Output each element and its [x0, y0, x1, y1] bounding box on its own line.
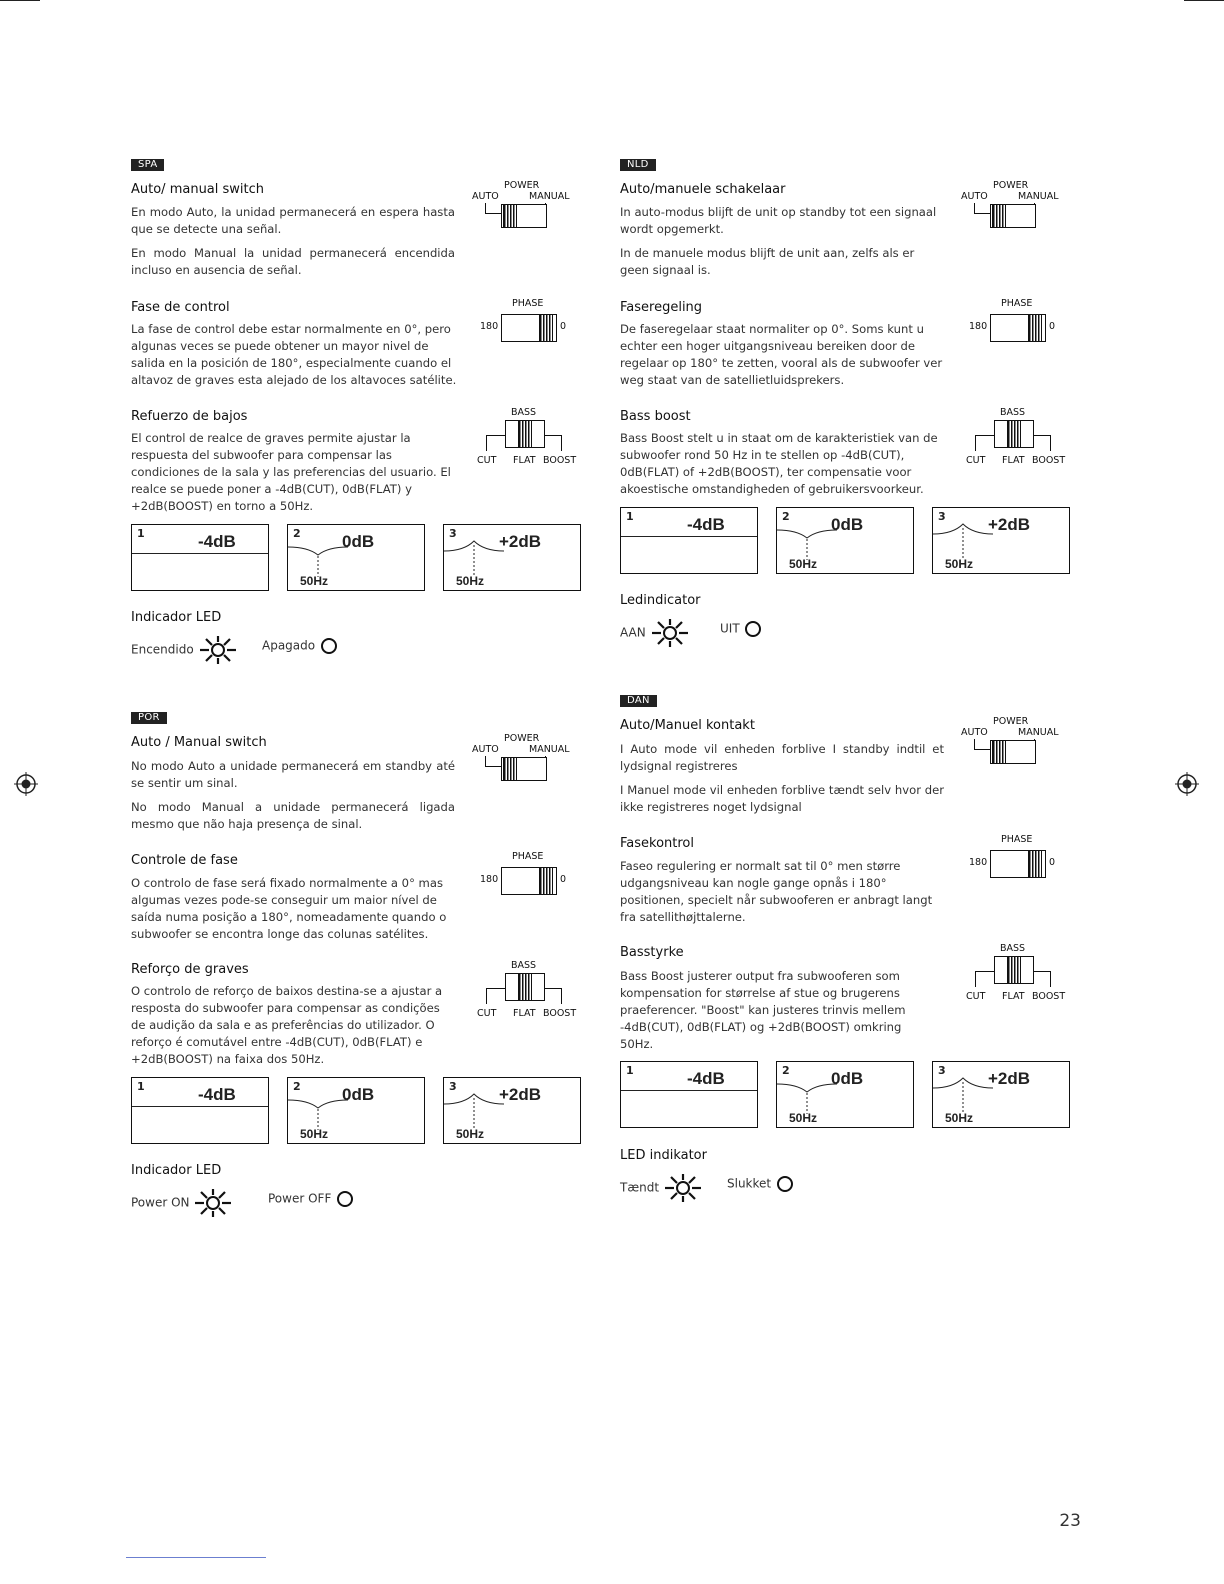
- switch-bracket: [486, 435, 506, 436]
- boost-label: BOOST: [543, 1008, 577, 1019]
- manual-label: MANUAL: [529, 744, 570, 755]
- power-label: POWER: [504, 180, 540, 191]
- switch-knob: [518, 973, 532, 1001]
- box-number: 2: [782, 510, 790, 523]
- flat-label: FLAT: [513, 455, 536, 466]
- flat-label: FLAT: [513, 1008, 536, 1019]
- frequency-label: 50Hz: [789, 1111, 818, 1125]
- box-db-value: -4dB: [198, 532, 236, 551]
- crop-mark-right: [1184, 0, 1224, 1]
- box-db-value: -4dB: [198, 1085, 236, 1104]
- box-db-value: 0dB: [831, 515, 864, 534]
- led-off-icon: [319, 636, 339, 656]
- led-on-indicator: [620, 1174, 703, 1202]
- boost-label: BOOST: [543, 455, 577, 466]
- switch-bracket: [975, 435, 976, 451]
- frequency-label: 50Hz: [789, 557, 818, 571]
- curve-box-cut: [620, 1061, 758, 1128]
- box-db-value: -4dB: [687, 1069, 725, 1088]
- led-off-indicator: [262, 636, 339, 656]
- switch-bracket: [486, 988, 506, 989]
- bass-heading: Bass boost: [620, 409, 691, 424]
- boost-label: BOOST: [1032, 991, 1066, 1002]
- phase-heading: Controle de fase: [131, 853, 238, 868]
- footer-rule: [126, 1557, 266, 1558]
- box-db-value: +2dB: [499, 1085, 542, 1104]
- led-on-icon: [650, 619, 690, 647]
- phase-label: PHASE: [512, 851, 544, 862]
- curve-box-cut: [131, 524, 269, 591]
- switch-heading: Auto/manuele schakelaar: [620, 182, 786, 197]
- switch-paragraph: No modo Manual a unidade permanecerá ligada mesmo que não haja presença de sinal.: [131, 800, 455, 831]
- switch-knob: [503, 204, 517, 228]
- auto-label: AUTO: [472, 191, 499, 202]
- led-off-icon: [743, 619, 763, 639]
- led-on-icon: [198, 636, 238, 664]
- phase-paragraph: De faseregelaar staat normaliter op 0°. Soms kunt u echter een hoger uitgangsniveau bereiken door de regelaar op 180° te zetten, vooral als de subwoofer ver weg staat van de satellietluidsprekers.: [620, 322, 943, 387]
- bass-label: BASS: [1000, 943, 1026, 954]
- phase-180-label: 180: [969, 321, 988, 332]
- registration-mark-icon: [14, 772, 38, 796]
- led-heading: Ledindicator: [620, 593, 701, 608]
- box-db-value: +2dB: [499, 532, 542, 551]
- box-number: 2: [293, 1080, 301, 1093]
- bass-label: BASS: [511, 407, 537, 418]
- switch-heading: Auto/ manual switch: [131, 182, 265, 197]
- led-heading: Indicador LED: [131, 610, 222, 625]
- box-db-value: +2dB: [988, 1069, 1031, 1088]
- bass-paragraph: El control de realce de graves permite ajustar la respuesta del subwoofer para compensar las condiciones de la sala y las preferencias del usuario. El realce se puede poner a -4dB(CUT), 0dB(FLAT) y +2dB(BOOST) en torno a 50Hz.: [131, 431, 451, 513]
- flat-label: FLAT: [1002, 991, 1025, 1002]
- led-off-label: UIT: [720, 621, 740, 636]
- power-label: POWER: [993, 180, 1029, 191]
- response-line: [621, 1090, 757, 1091]
- switch-bracket: [486, 435, 487, 451]
- switch-paragraph: In auto-modus blijft de unit op standby tot een signaal wordt opgemerkt.: [620, 205, 937, 236]
- flat-label: FLAT: [1002, 455, 1025, 466]
- curve-box-boost: [932, 1061, 1070, 1128]
- cut-label: CUT: [966, 991, 986, 1002]
- phase-label: PHASE: [1001, 834, 1033, 845]
- box-number: 3: [938, 510, 946, 523]
- bass-paragraph: O controlo de reforço de baixos destina-se a ajustar a resposta do subwoofer para compensar as condições de audição da sala e as preferências do utilizador. O reforço é comutável entre -4dB(CUT), 0dB(FLAT) e +2dB(BOOST) na faixa dos 50Hz.: [131, 984, 443, 1066]
- phase-180-label: 180: [480, 321, 499, 332]
- box-db-value: +2dB: [988, 515, 1031, 534]
- auto-label: AUTO: [961, 727, 988, 738]
- led-off-label: Power OFF: [268, 1191, 332, 1206]
- switch-bracket: [485, 213, 502, 214]
- box-number: 3: [938, 1064, 946, 1077]
- phase-180-label: 180: [969, 857, 988, 868]
- box-number: 3: [449, 527, 457, 540]
- led-off-indicator: [727, 1174, 795, 1194]
- response-line: [132, 1106, 268, 1107]
- switch-bracket: [561, 988, 562, 1004]
- led-on-label: Encendido: [131, 642, 194, 657]
- bass-heading: Refuerzo de bajos: [131, 409, 248, 424]
- phase-0-label: 0: [1049, 857, 1056, 868]
- box-db-value: 0dB: [342, 532, 375, 551]
- phase-paragraph: La fase de control debe estar normalmente en 0°, pero algunas veces se puede obtener un mayor nivel de salida en la posición de 180°, especialmente cuando el altavoz de graves esta alejado de los altavoces satélite.: [131, 322, 457, 387]
- led-off-indicator: [720, 619, 763, 639]
- switch-bracket: [974, 749, 991, 750]
- bass-switch-diagram: [475, 405, 595, 475]
- switch-bracket: [975, 435, 995, 436]
- switch-knob: [1007, 956, 1021, 984]
- phase-switch-diagram: [959, 296, 1079, 366]
- switch-knob: [503, 757, 517, 781]
- switch-knob: [1007, 420, 1021, 448]
- curve-box-cut: [620, 507, 758, 574]
- box-number: 1: [137, 1080, 145, 1093]
- phase-switch-diagram: [470, 849, 590, 919]
- switch-bracket: [542, 988, 562, 989]
- bass-heading: Reforço de graves: [131, 962, 249, 977]
- led-on-indicator: [620, 619, 690, 647]
- curve-box-flat: [287, 1077, 425, 1144]
- box-db-value: 0dB: [831, 1069, 864, 1088]
- switch-knob: [518, 420, 532, 448]
- switch-bracket: [485, 766, 502, 767]
- box-number: 2: [782, 1064, 790, 1077]
- switch-knob: [992, 740, 1006, 764]
- frequency-label: 50Hz: [456, 1127, 485, 1141]
- phase-0-label: 0: [560, 874, 567, 885]
- switch-bracket: [1031, 971, 1051, 972]
- page-number: 23: [1059, 1511, 1081, 1531]
- crop-mark-left: [0, 0, 40, 1]
- frequency-label: 50Hz: [456, 574, 485, 588]
- led-on-label: Power ON: [131, 1195, 190, 1210]
- switch-bracket: [1050, 435, 1051, 451]
- led-off-indicator: [268, 1189, 355, 1209]
- switch-bracket: [1050, 971, 1051, 987]
- phase-0-label: 0: [560, 321, 567, 332]
- box-number: 2: [293, 527, 301, 540]
- response-line: [621, 536, 757, 537]
- power-label: POWER: [504, 733, 540, 744]
- box-db-value: 0dB: [342, 1085, 375, 1104]
- box-number: 1: [626, 510, 634, 523]
- phase-label: PHASE: [1001, 298, 1033, 309]
- boost-label: BOOST: [1032, 455, 1066, 466]
- box-db-value: -4dB: [687, 515, 725, 534]
- curve-box-cut: [131, 1077, 269, 1144]
- switch-paragraph: En modo Manual la unidad permanecerá encendida incluso en ausencia de señal.: [131, 246, 455, 277]
- phase-heading: Fase de control: [131, 300, 230, 315]
- curve-box-boost: [443, 524, 581, 591]
- switch-paragraph: No modo Auto a unidade permanecerá em standby até se sentir um sinal.: [131, 759, 455, 790]
- led-heading: Indicador LED: [131, 1163, 222, 1178]
- frequency-label: 50Hz: [300, 574, 329, 588]
- switch-heading: Auto / Manual switch: [131, 735, 267, 750]
- bass-switch-diagram: [475, 958, 595, 1028]
- switch-knob: [992, 204, 1006, 228]
- manual-label: MANUAL: [1018, 727, 1059, 738]
- phase-paragraph: O controlo de fase será fixado normalmente a 0° mas algumas vezes pode-se conseguir um maior nível de saída numa posição a 180°, nomeadamente quando o subwoofer se encontra longe das colunas satélites.: [131, 876, 447, 941]
- box-number: 1: [137, 527, 145, 540]
- switch-bracket: [486, 988, 487, 1004]
- bass-switch-diagram: [964, 941, 1084, 1011]
- phase-label: PHASE: [512, 298, 544, 309]
- frequency-label: 50Hz: [945, 557, 974, 571]
- curve-box-flat: [776, 1061, 914, 1128]
- language-tag: DAN: [620, 695, 657, 707]
- phase-switch-diagram: [959, 832, 1079, 902]
- switch-knob: [539, 867, 553, 895]
- manual-label: MANUAL: [529, 191, 570, 202]
- led-off-icon: [335, 1189, 355, 1209]
- switch-paragraph: I Auto mode vil enheden forblive I standby indtil et lydsignal registreres: [620, 742, 944, 773]
- switch-bracket: [1031, 435, 1051, 436]
- phase-180-label: 180: [480, 874, 499, 885]
- language-tag: POR: [131, 712, 167, 724]
- switch-paragraph: In de manuele modus blijft de unit aan, zelfs als er geen signaal is.: [620, 246, 915, 277]
- cut-label: CUT: [477, 455, 497, 466]
- switch-bracket: [974, 213, 991, 214]
- curve-box-flat: [287, 524, 425, 591]
- bass-switch-diagram: [964, 405, 1084, 475]
- phase-heading: Faseregeling: [620, 300, 703, 315]
- led-on-label: Tændt: [620, 1180, 660, 1195]
- led-on-icon: [193, 1189, 233, 1217]
- frequency-label: 50Hz: [300, 1127, 329, 1141]
- phase-switch-diagram: [470, 296, 590, 366]
- led-on-label: AAN: [620, 625, 646, 640]
- response-line: [132, 553, 268, 554]
- language-tag: NLD: [620, 159, 656, 171]
- switch-paragraph: I Manuel mode vil enheden forblive tændt selv hvor der ikke registreres noget lydsignal: [620, 783, 944, 814]
- cut-label: CUT: [477, 1008, 497, 1019]
- frequency-label: 50Hz: [945, 1111, 974, 1125]
- bass-paragraph: Bass Boost stelt u in staat om de karakteristiek van de subwoofer rond 50 Hz in te stellen op -4dB(CUT), 0dB(FLAT) of +2dB(BOOST), ter compensatie voor akoestische omstandigheden of gebruikersvoorkeur.: [620, 431, 938, 496]
- switch-knob: [1028, 314, 1042, 342]
- box-number: 1: [626, 1064, 634, 1077]
- bass-paragraph: Bass Boost justerer output fra subwooferen som kompensation for størrelse af stue og brugerens praeferencer. "Boost" kan justeres trinvis mellem -4dB(CUT), 0dB(FLAT) og +2dB(BOOST) omkring 50Hz.: [620, 969, 906, 1051]
- power-switch-diagram: [470, 731, 590, 801]
- auto-label: AUTO: [961, 191, 988, 202]
- bass-label: BASS: [1000, 407, 1026, 418]
- led-on-indicator: [131, 636, 238, 664]
- led-on-icon: [663, 1174, 703, 1202]
- phase-paragraph: Faseo regulering er normalt sat til 0° men større udgangsniveau kan nogle gange opnås i 180° positionen, specielt når subwooferen er anbragt langt fra satellithøjttalerne.: [620, 859, 933, 924]
- led-off-icon: [775, 1174, 795, 1194]
- switch-bracket: [975, 971, 995, 972]
- led-on-indicator: [131, 1189, 233, 1217]
- box-number: 3: [449, 1080, 457, 1093]
- switch-knob: [539, 314, 553, 342]
- switch-bracket: [561, 435, 562, 451]
- curve-box-flat: [776, 507, 914, 574]
- switch-heading: Auto/Manuel kontakt: [620, 718, 755, 733]
- led-off-label: Slukket: [727, 1176, 772, 1191]
- power-label: POWER: [993, 716, 1029, 727]
- auto-label: AUTO: [472, 744, 499, 755]
- bass-heading: Basstyrke: [620, 945, 684, 960]
- registration-mark-icon: [1175, 772, 1199, 796]
- switch-paragraph: En modo Auto, la unidad permanecerá en espera hasta que se detecte una señal.: [131, 205, 455, 236]
- power-switch-diagram: [470, 178, 590, 248]
- curve-box-boost: [932, 507, 1070, 574]
- phase-heading: Fasekontrol: [620, 836, 695, 851]
- switch-bracket: [542, 435, 562, 436]
- switch-bracket: [975, 971, 976, 987]
- language-tag: SPA: [131, 159, 164, 171]
- power-switch-diagram: [959, 178, 1079, 248]
- bass-label: BASS: [511, 960, 537, 971]
- switch-knob: [1028, 850, 1042, 878]
- manual-label: MANUAL: [1018, 191, 1059, 202]
- phase-0-label: 0: [1049, 321, 1056, 332]
- power-switch-diagram: [959, 714, 1079, 784]
- cut-label: CUT: [966, 455, 986, 466]
- curve-box-boost: [443, 1077, 581, 1144]
- led-heading: LED indikator: [620, 1148, 707, 1163]
- led-off-label: Apagado: [262, 638, 316, 653]
